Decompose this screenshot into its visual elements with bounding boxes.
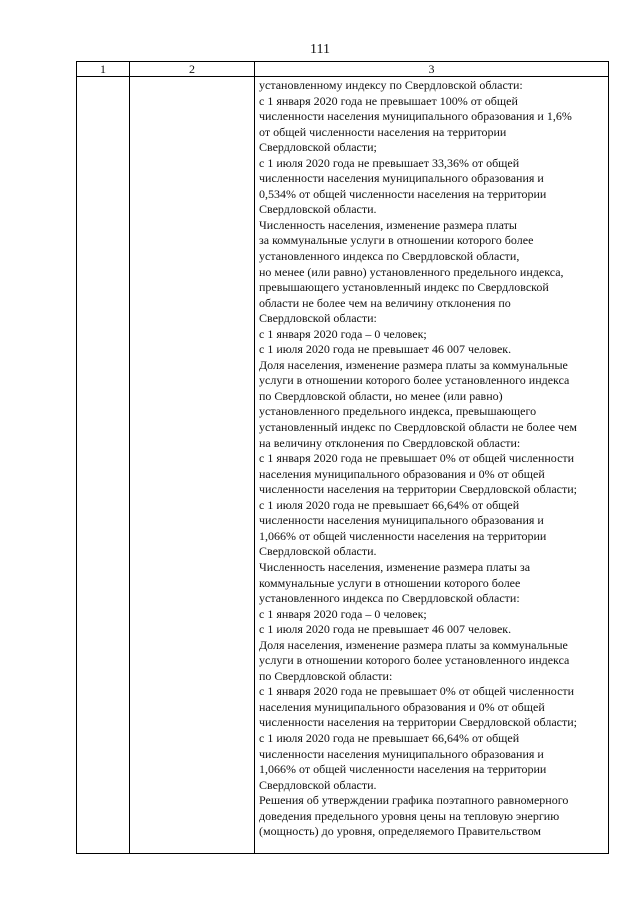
text-line: с 1 января 2020 года не превышает 0% от общей численности	[259, 684, 575, 699]
text-line: с 1 января 2020 года не превышает 0% от общей численности	[259, 451, 575, 466]
text-line: услуги в отношении которого более установленного индекса	[259, 653, 570, 668]
text-line: с 1 января 2020 года – 0 человек;	[259, 326, 427, 341]
text-line: с 1 января 2020 года не превышает 100% от общей	[259, 93, 518, 108]
text-line: с 1 января 2020 года – 0 человек;	[259, 606, 427, 621]
text-line: населения муниципального образования и 0% от общей	[259, 466, 545, 481]
text-line: Свердловской области.	[259, 544, 377, 559]
text-line: за коммунальные услуги в отношении которого более	[259, 233, 534, 248]
cell-column-1	[77, 77, 130, 854]
text-line: населения муниципального образования и 0% от общей	[259, 699, 545, 714]
text-line: по Свердловской области:	[259, 668, 393, 683]
text-line: Свердловской области.	[259, 777, 377, 792]
text-line: Свердловской области:	[259, 311, 377, 326]
text-line: коммунальные услуги в отношении которого более	[259, 575, 521, 590]
text-line: численности населения на территории Свердловской области;	[259, 482, 577, 497]
text-line: 1,066% от общей численности населения на территории	[259, 528, 547, 543]
table-header-row	[77, 62, 609, 77]
table-row	[77, 77, 609, 854]
column-header-3: 3	[255, 62, 609, 77]
text-line: установленного индекса по Свердловской области:	[259, 591, 520, 606]
text-line: установленного предельного индекса, превышающего	[259, 404, 537, 419]
text-line: 1,066% от общей численности населения на территории	[259, 762, 547, 777]
text-line: по Свердловской области, но менее (или равно)	[259, 388, 503, 403]
column-header-2: 2	[130, 62, 255, 77]
text-line: установленному индексу по Свердловской области:	[259, 78, 523, 92]
text-line: Доля населения, изменение размера платы за коммунальные	[259, 357, 568, 372]
text-line: от общей численности населения на территории	[259, 124, 507, 139]
page-number: 111	[310, 42, 330, 57]
text-line: но менее (или равно) установленного предельного индекса,	[259, 264, 564, 279]
text-line: численности населения муниципального образования и	[259, 746, 544, 761]
text-line: с 1 июля 2020 года не превышает 46 007 человек.	[259, 342, 512, 357]
text-line: установленный индекс по Свердловской области не более чем	[259, 420, 577, 435]
text-line: на величину отклонения по Свердловской области:	[259, 435, 521, 450]
text-line: численности населения муниципального образования и	[259, 513, 544, 528]
text-line: Решения об утверждении графика поэтапного равномерного	[259, 793, 569, 808]
text-line: Численность населения, изменение размера платы за	[259, 559, 531, 574]
text-line: с 1 июля 2020 года не превышает 33,36% от общей	[259, 155, 520, 170]
text-line: доведения предельного уровня цены на тепловую энергию	[259, 808, 560, 823]
text-line: установленного индекса по Свердловской области,	[259, 249, 520, 264]
text-line: Доля населения, изменение размера платы за коммунальные	[259, 637, 568, 652]
text-line: с 1 июля 2020 года не превышает 66,64% от общей	[259, 730, 520, 745]
text-line: области не более чем на величину отклонения по	[259, 295, 511, 310]
text-line: 0,534% от общей численности населения на территории	[259, 186, 547, 201]
text-line: численности населения на территории Свердловской области;	[259, 715, 577, 730]
cell-column-3	[255, 77, 609, 854]
text-line: численности населения муниципального образования и	[259, 171, 544, 186]
text-line: Свердловской области.	[259, 202, 377, 217]
text-line: (мощность) до уровня, определяемого Правительством	[259, 824, 542, 839]
text-line: Свердловской области;	[259, 140, 377, 155]
cell-text	[255, 77, 608, 840]
text-line: с 1 июля 2020 года не превышает 46 007 человек.	[259, 622, 512, 637]
document-table	[76, 61, 609, 854]
text-line: Численность населения, изменение размера платы	[259, 217, 517, 232]
text-line: с 1 июля 2020 года не превышает 66,64% от общей	[259, 497, 520, 512]
cell-column-2	[130, 77, 255, 854]
text-line: услуги в отношении которого более установленного индекса	[259, 373, 570, 388]
text-line: численности населения муниципального образования и 1,6%	[259, 109, 572, 124]
text-line: превышающего установленный индекс по Свердловской	[259, 280, 549, 295]
column-header-1: 1	[77, 62, 130, 77]
